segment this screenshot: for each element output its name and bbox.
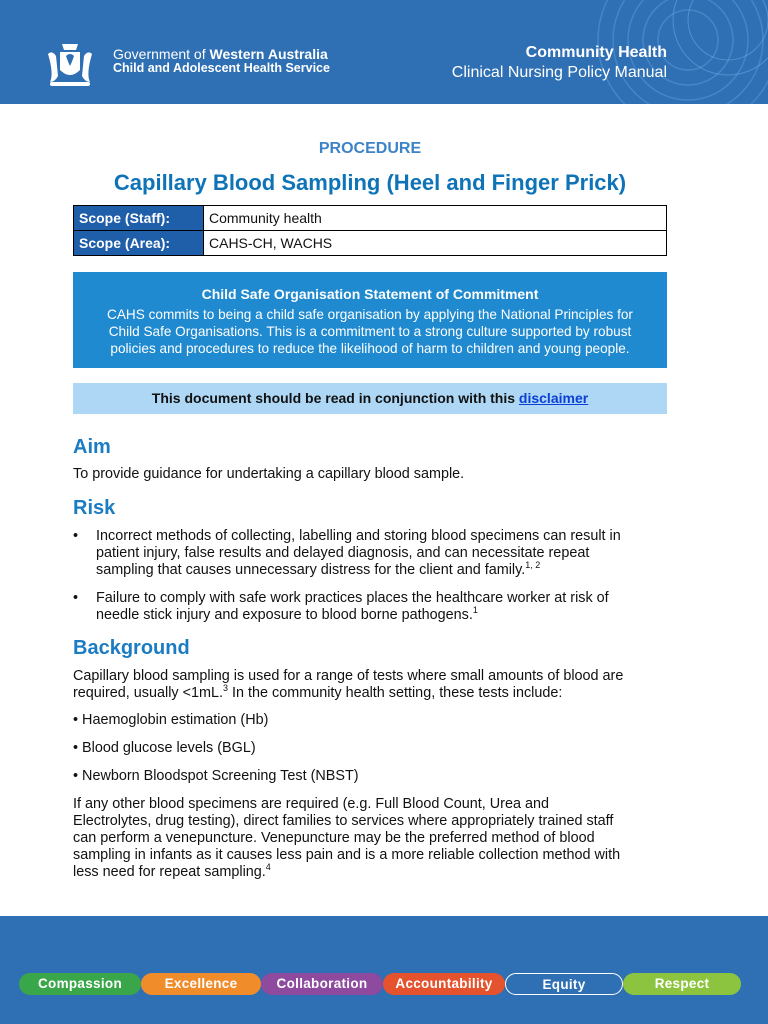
risk-text: needle stick injury and exposure to blood borne pathogens.$^1$: [96, 605, 478, 623]
reference: 4: [265, 862, 271, 873]
background-paragraph: [73, 668, 673, 702]
background-text: Electrolytes, drug testing), direct families to services where appropriately trained staff: [73, 813, 614, 829]
list-item: • Blood glucose levels (BGL): [73, 740, 256, 756]
service-name: Child and Adolescent Health Service: [113, 61, 330, 75]
reference: 1: [472, 605, 478, 616]
background-text: If any other blood specimens are required (e.g. Full Blood Count, Urea and: [73, 796, 549, 812]
background-text: can perform a venepuncture. Venepuncture may be the preferred method of blood: [73, 830, 595, 846]
aim-heading: Aim: [73, 436, 111, 458]
risk-text: sampling that causes unnecessary distress for the client and family.$^{1, 2}$: [96, 560, 541, 578]
table-row: [74, 231, 667, 256]
list-item: [73, 528, 673, 580]
commitment-line: Child Safe Organisations. This is a commitment to a strong culture supported by robust: [108, 324, 632, 339]
value-collaboration: Collaboration: [261, 973, 383, 995]
value-respect: Respect: [623, 973, 741, 995]
value-compassion: Compassion: [19, 973, 141, 995]
background-text: sampling in infants as it causes less pain and is a more reliable collection method with: [73, 847, 621, 863]
disclaimer-link[interactable]: disclaimer: [518, 390, 589, 406]
disclaimer-text: This document should be read in conjunction with this: [151, 390, 516, 406]
bullet-dot-icon: •: [73, 528, 79, 544]
commitment-box: [73, 272, 667, 368]
manual-subtitle: Clinical Nursing Policy Manual: [451, 64, 667, 81]
commitment-line: CAHS commits to being a child safe organisation by applying the National Principles for: [107, 307, 633, 322]
bullet-dot-icon: •: [73, 590, 79, 606]
document-type: PROCEDURE: [318, 140, 422, 157]
commitment-line: policies and procedures to reduce the likelihood of harm to children and young people.: [110, 341, 630, 356]
risk-text: Failure to comply with safe work practices places the healthcare worker at risk of: [96, 590, 609, 606]
list-item: • Haemoglobin estimation (Hb): [73, 712, 269, 728]
page-footer: [0, 916, 768, 1024]
government-name: Government of Western Australia: [113, 46, 328, 62]
reference: 1, 2: [525, 560, 541, 571]
background-heading: Background: [73, 637, 190, 659]
value-accountability: Accountability: [383, 973, 505, 995]
risk-text: Incorrect methods of collecting, labelling and storing blood specimens can result in: [96, 528, 621, 544]
disclaimer-banner: [73, 383, 667, 414]
reference: 3: [223, 683, 229, 694]
background-text: required, usually <1mL.$^3$ In the community health setting, these tests include:: [73, 683, 563, 701]
scope-table: [73, 205, 667, 256]
page-header: [0, 0, 768, 104]
manual-title: Community Health: [525, 44, 667, 61]
scope-staff-value: Community health: [204, 206, 667, 231]
scope-area-value: CAHS-CH, WACHS: [204, 231, 667, 256]
test-item: Blood glucose levels (BGL): [82, 740, 256, 756]
test-item: Haemoglobin estimation (Hb): [82, 712, 269, 728]
risk-heading: Risk: [73, 497, 116, 519]
risk-text: patient injury, false results and delayed diagnosis, and can necessitate repeat: [96, 545, 590, 561]
value-excellence: Excellence: [141, 973, 261, 995]
values-bar: [19, 973, 741, 995]
wa-coat-of-arms-icon: [40, 36, 100, 96]
list-item: • Newborn Bloodspot Screening Test (NBST): [73, 768, 359, 784]
page-title: Capillary Blood Sampling (Heel and Finger Prick): [113, 170, 627, 195]
table-row: [74, 206, 667, 231]
test-item: Newborn Bloodspot Screening Test (NBST): [82, 768, 359, 784]
value-equity: Equity: [505, 973, 623, 995]
list-item: [73, 590, 673, 625]
background-text: Capillary blood sampling is used for a range of tests where small amounts of blood are: [73, 668, 624, 684]
aim-text: To provide guidance for undertaking a capillary blood sample.: [73, 466, 465, 482]
background-paragraph: [73, 796, 673, 881]
commitment-heading: Child Safe Organisation Statement of Commitment: [201, 286, 539, 302]
background-text: less need for repeat sampling.$^4$: [73, 862, 271, 880]
scope-staff-label: Scope (Staff):: [74, 206, 204, 231]
scope-area-label: Scope (Area):: [74, 231, 204, 256]
